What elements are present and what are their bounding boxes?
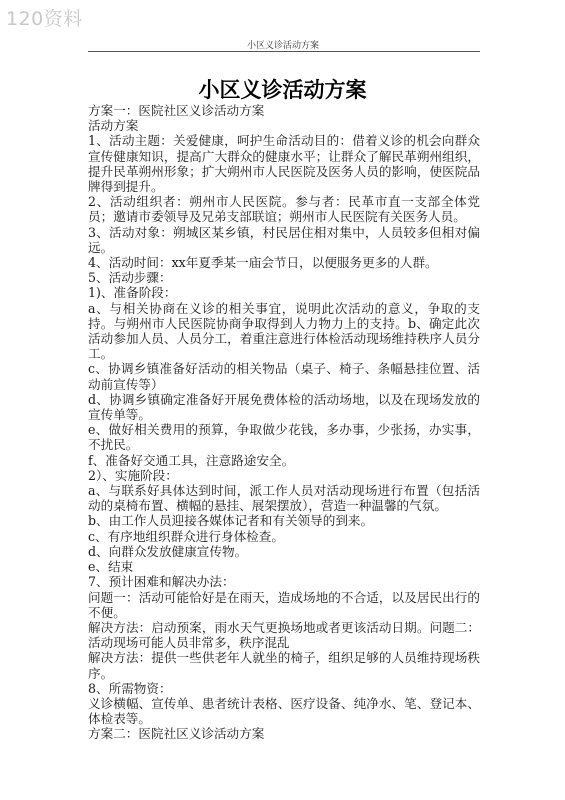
paragraph: 义诊横幅、宣传单、患者统计表格、医疗设备、纯净水、笔、登记本、体检表等。: [88, 695, 480, 727]
paragraph: b、由工作人员迎接各媒体记者和有关领导的到来。: [88, 513, 374, 529]
paragraph: 解决方法：提供一些供老年人就坐的椅子，组织足够的人员维持现场秩序。: [88, 650, 480, 681]
document-title: 小区义诊活动方案: [198, 77, 367, 102]
paragraph: 方案一：医院社区义诊活动方案: [88, 103, 265, 118]
paragraph: e、结束: [88, 559, 134, 575]
paragraph: 5、活动步骤：: [88, 270, 172, 286]
paragraph: e、做好相关费用的预算，争取做少花钱，多办事，少张扬，办实事，不扰民。: [88, 422, 480, 453]
paragraph: 2）、实施阶段：: [88, 467, 178, 483]
paragraph: 1、活动主题：关爱健康，呵护生命活动目的：借着义诊的机会向群众宣传健康知识，提高广大群众的健康水平；让群众了解民革朔州组织，提升民革朔州形象；扩大朔州市人民医院及医务人员的影响，使医院品牌得到提升。: [88, 133, 480, 195]
paragraph: 1)、准备阶段：: [88, 285, 177, 301]
header-divider: [88, 51, 480, 52]
paragraph: 2、活动组织者：朔州市人民医院。参与者：民革市直一支部全体党员；邀请市委领导及兄弟支部联谊；朔州市人民医院有关医务人员。: [88, 194, 480, 225]
paragraph: a、与联系好具体达到时间，派工作人员对活动现场进行布置（包括活动的桌椅布置、横幅的悬挂、展架摆放），营造一种温馨的气氛。: [88, 483, 480, 514]
paragraph: f、准备好交通工具，注意路途安全。: [88, 452, 295, 468]
paragraph: 解决方法：启动预案，雨水天气更换场地或者更该活动日期。问题二：活动现场可能人员非常多，秩序混乱: [88, 619, 480, 651]
paragraph: 8、所需物资：: [88, 680, 172, 696]
paragraph: 7、预计困难和解决办法：: [88, 574, 235, 590]
paragraph: d、协调乡镇确定准备好开展免费体检的活动场地，以及在现场发放的宣传单等。: [88, 391, 480, 423]
paragraph: d、向群众发放健康宣传物。: [88, 543, 248, 559]
watermark-logo: 120资料: [6, 8, 83, 30]
paragraph: c、协调乡镇准备好活动的相关物品（桌子、椅子、条幅悬挂位置、活动前宣传等）: [88, 361, 480, 392]
paragraph: 问题一：活动可能恰好是在雨天，造成场地的不合适，以及居民出行的不便。: [88, 589, 480, 620]
paragraph: a、与相关协商在义诊的相关事宜，说明此次活动的意义，争取的支持。与朔州市人民医院协商争取得到人力物力上的支持。b、确定此次活动参加人员、人员分工，着重注意进行体检活动现场维持秩序人员分工。: [88, 300, 480, 362]
document-body: [88, 103, 480, 742]
running-header: 小区义诊活动方案: [246, 41, 319, 51]
paragraph: 方案二：医院社区义诊活动方案: [88, 726, 265, 742]
paragraph: c、有序地组织群众进行身体检查。: [88, 528, 284, 544]
paragraph: 活动方案: [88, 118, 139, 134]
paragraph: 3、活动对象：朔城区某乡镇，村民居住相对集中，人员较多但相对偏远。: [88, 224, 480, 255]
paragraph: 4、活动时间：xx年夏季某一庙会节日，以便服务更多的人群。: [88, 255, 438, 271]
